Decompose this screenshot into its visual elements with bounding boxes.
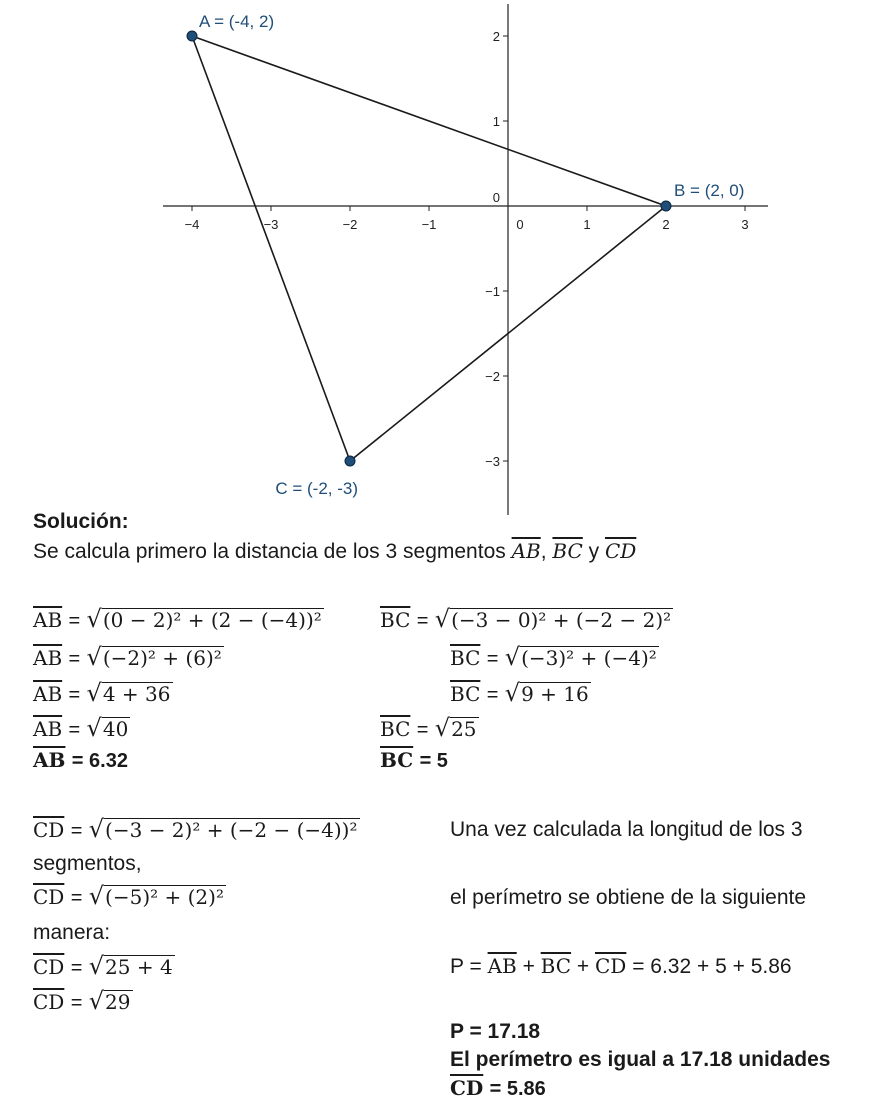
triangle-side (192, 36, 666, 206)
y-tick-label: 2 (492, 29, 500, 44)
cd-step-1 (33, 816, 360, 842)
ab-name: $\overline{AB}$ (33, 646, 63, 670)
p-lhs: P = (450, 955, 482, 978)
y-tick-label: 0 (492, 190, 500, 205)
cd-name: $\overline{CD}$ (33, 955, 65, 979)
sqrt-icon: √ (86, 714, 102, 742)
x-tick-label: 2 (662, 217, 670, 232)
solution-intro (33, 540, 636, 563)
sqrt-icon: √ (434, 605, 451, 633)
x-tick-label: −4 (184, 217, 200, 232)
sqrt-icon: √ (88, 952, 105, 980)
cd-name: $\overline{CD}$ (450, 1076, 484, 1100)
eq-sign: = (70, 887, 83, 909)
ab-radicand-3: 4 + 36 (102, 682, 171, 706)
bc-name: $\overline{BC}$ (450, 682, 481, 706)
eq-sign: = (416, 719, 429, 741)
cd-radicand-1: (−3 − 2)² + (−2 − (−4))² (105, 818, 358, 842)
bc-name: $\overline{BC}$ (450, 646, 481, 670)
cd-radicand-4: 29 (105, 990, 131, 1014)
intro-comma: , (540, 540, 547, 563)
cd-radicand-3: 25 + 4 (105, 955, 173, 979)
x-tick-label: 0 (516, 217, 524, 232)
x-tick-label: 3 (741, 217, 749, 232)
ab-name: $\overline{AB}$ (33, 608, 63, 632)
ab-name: $\overline{AB}$ (33, 682, 63, 706)
sqrt-icon: √ (88, 815, 105, 843)
p-rhs: = 6.32 + 5 + 5.86 (632, 955, 792, 978)
vertex-label: C = (-2, -3) (275, 479, 358, 498)
y-tick-label: 1 (492, 114, 500, 129)
segment-cd-label: $\overline{CD}$ (604, 539, 637, 563)
y-tick-label: −1 (485, 284, 500, 299)
side-line-1b: segmentos, (33, 852, 142, 875)
ab-name: $\overline{AB}$ (487, 954, 517, 978)
bc-name: $\overline{BC}$ (380, 717, 411, 741)
ab-step-4 (33, 715, 130, 741)
bc-name: $\overline{BC}$ (540, 954, 572, 978)
eq-sign: = (68, 719, 81, 741)
cd-name: $\overline{CD}$ (33, 818, 65, 842)
vertex-label: A = (-4, 2) (199, 12, 275, 31)
eq-sign: = (68, 648, 81, 670)
perimeter-formula (450, 955, 792, 978)
ab-radicand-2: (−2)² + (6)² (102, 646, 222, 670)
x-tick-label: 1 (583, 217, 591, 232)
segment-ab-label: $\overline{AB}$ (511, 539, 541, 563)
sqrt-icon: √ (88, 987, 105, 1015)
bc-step-1 (380, 606, 673, 632)
sqrt-icon: √ (504, 643, 521, 671)
cd-name: $\overline{CD}$ (595, 954, 627, 978)
triangle-side (192, 36, 350, 461)
solution-heading: Solución: (33, 510, 129, 533)
ab-step-2 (33, 644, 224, 670)
x-tick-label: −1 (421, 217, 437, 232)
eq-sign: = (68, 610, 81, 632)
cd-result (450, 1077, 546, 1100)
ab-name: $\overline{AB}$ (33, 717, 63, 741)
cd-step-4 (33, 988, 133, 1014)
coordinate-graph (0, 0, 891, 520)
bc-step-3 (450, 680, 591, 706)
cd-result-value: = 5.86 (489, 1078, 546, 1100)
eq-sign: = (416, 610, 429, 632)
x-tick-label: −2 (342, 217, 358, 232)
bc-radicand-2: (−3)² + (−4)² (521, 646, 657, 670)
bc-step-4 (380, 715, 479, 741)
cd-step-2 (33, 883, 226, 909)
intro-and: y (588, 540, 600, 563)
y-tick-label: −3 (485, 454, 500, 469)
ab-step-3 (33, 680, 173, 706)
ab-radicand-1: (0 − 2)² + (2 − (−4))² (102, 608, 322, 632)
sqrt-icon: √ (434, 714, 451, 742)
perimeter-conclusion: El perímetro es igual a 17.18 unidades (450, 1048, 831, 1071)
bc-result (380, 749, 448, 772)
ab-result-value: = 6.32 (71, 750, 128, 772)
sqrt-icon: √ (86, 605, 102, 633)
eq-sign: = (70, 820, 83, 842)
bc-radicand-3: 9 + 16 (521, 682, 589, 706)
eq-sign: = (70, 992, 83, 1014)
eq-sign: = (486, 684, 499, 706)
ab-step-1 (33, 606, 324, 632)
segment-bc-label: $\overline{BC}$ (552, 539, 583, 563)
ab-result (33, 749, 128, 772)
triangle-abc (192, 36, 666, 461)
vertex-point (345, 456, 355, 466)
y-tick-label: −2 (485, 369, 500, 384)
side-line-2b: manera: (33, 921, 111, 944)
plus-sign: + (576, 955, 590, 978)
vertex-point (661, 201, 671, 211)
cd-radicand-2: (−5)² + (2)² (105, 885, 224, 909)
axis-ticks (185, 29, 749, 469)
perimeter-result: P = 17.18 (450, 1020, 541, 1043)
intro-text: Se calcula primero la distancia de los 3 segmentos (33, 540, 506, 563)
sqrt-icon: √ (86, 643, 102, 671)
bc-result-value: = 5 (419, 750, 448, 772)
axes (163, 4, 768, 515)
plus-sign: + (522, 955, 535, 978)
triangle-vertices (184, 12, 745, 498)
vertex-label: B = (2, 0) (674, 181, 745, 200)
eq-sign: = (68, 684, 81, 706)
sqrt-icon: √ (504, 679, 521, 707)
bc-radicand-4: 25 (451, 717, 477, 741)
side-line-1: Una vez calculada la longitud de los 3 (450, 818, 803, 841)
eq-sign: = (70, 957, 83, 979)
bc-step-2 (450, 644, 659, 670)
side-line-2: el perímetro se obtiene de la siguiente (450, 886, 807, 909)
cd-step-3 (33, 953, 175, 979)
sqrt-icon: √ (86, 679, 102, 707)
bc-radicand-1: (−3 − 0)² + (−2 − 2)² (451, 608, 672, 632)
bc-name: $\overline{BC}$ (380, 748, 414, 772)
cd-name: $\overline{CD}$ (33, 990, 65, 1014)
eq-sign: = (486, 648, 499, 670)
x-tick-label: −3 (263, 217, 279, 232)
sqrt-icon: √ (88, 882, 105, 910)
ab-name: $\overline{AB}$ (33, 748, 66, 772)
ab-radicand-4: 40 (102, 717, 129, 741)
vertex-point (187, 31, 197, 41)
cd-name: $\overline{CD}$ (33, 885, 65, 909)
bc-name: $\overline{BC}$ (380, 608, 411, 632)
